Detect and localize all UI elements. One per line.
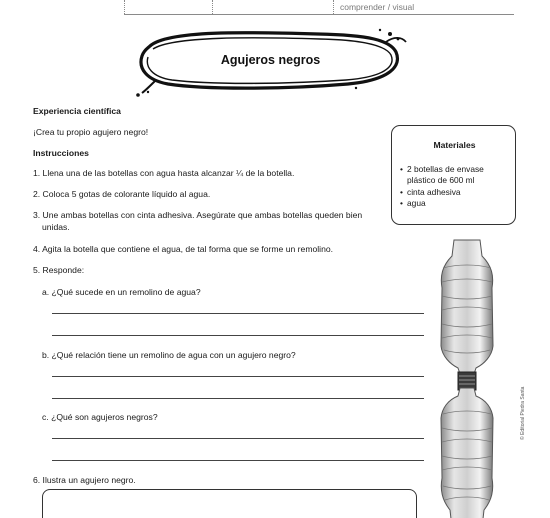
header-divider	[124, 0, 125, 14]
materials-item: • cinta adhesiva	[400, 187, 514, 198]
question-b: b. ¿Qué relación tiene un remolino de agua con un agujero negro?	[42, 350, 296, 360]
section-heading: Experiencia científica	[33, 106, 121, 116]
materials-box	[391, 125, 516, 225]
copyright-credit: © Editorial Piedra Santa	[520, 386, 526, 440]
question-c: c. ¿Qué son agujeros negros?	[42, 412, 158, 422]
answer-line[interactable]	[52, 313, 424, 314]
header-rule	[124, 14, 514, 15]
answer-line[interactable]	[52, 438, 424, 439]
bottles-illustration	[432, 238, 502, 518]
title-banner	[128, 22, 413, 98]
page-title: Agujeros negros	[220, 53, 321, 67]
step-4: 4. Agita la botella que contiene el agua, de tal forma que se forme un remolino.	[33, 244, 334, 254]
answer-line[interactable]	[52, 460, 424, 461]
materials-item: • 2 botellas de envase plástico de 600 ml	[400, 164, 514, 187]
header-divider	[212, 0, 213, 14]
step-6: 6. Ilustra un agujero negro.	[33, 475, 136, 485]
materials-item: • agua	[400, 198, 514, 209]
step-3: 3. Une ambas botellas con cinta adhesiva. Asegúrate que ambas botellas queden bien	[33, 210, 363, 220]
question-a: a. ¿Qué sucede en un remolino de agua?	[42, 287, 201, 297]
step-1: 1. Llena una de las botellas con agua hasta alcanzar ¼ de la botella.	[33, 168, 295, 178]
materials-title: Materiales	[433, 140, 476, 150]
skill-tag: comprender / visual	[340, 2, 415, 12]
instructions-heading: Instrucciones	[33, 148, 89, 158]
intro-text: ¡Crea tu propio agujero negro!	[33, 127, 149, 137]
answer-line[interactable]	[52, 376, 424, 377]
header-divider	[333, 0, 334, 14]
answer-line[interactable]	[52, 335, 424, 336]
drawing-area[interactable]	[42, 489, 417, 518]
step-5: 5. Responde:	[33, 265, 85, 275]
step-3-continued: unidas.	[42, 222, 70, 232]
answer-line[interactable]	[52, 398, 424, 399]
materials-list	[400, 164, 514, 210]
step-2: 2. Coloca 5 gotas de colorante líquido al agua.	[33, 189, 211, 199]
